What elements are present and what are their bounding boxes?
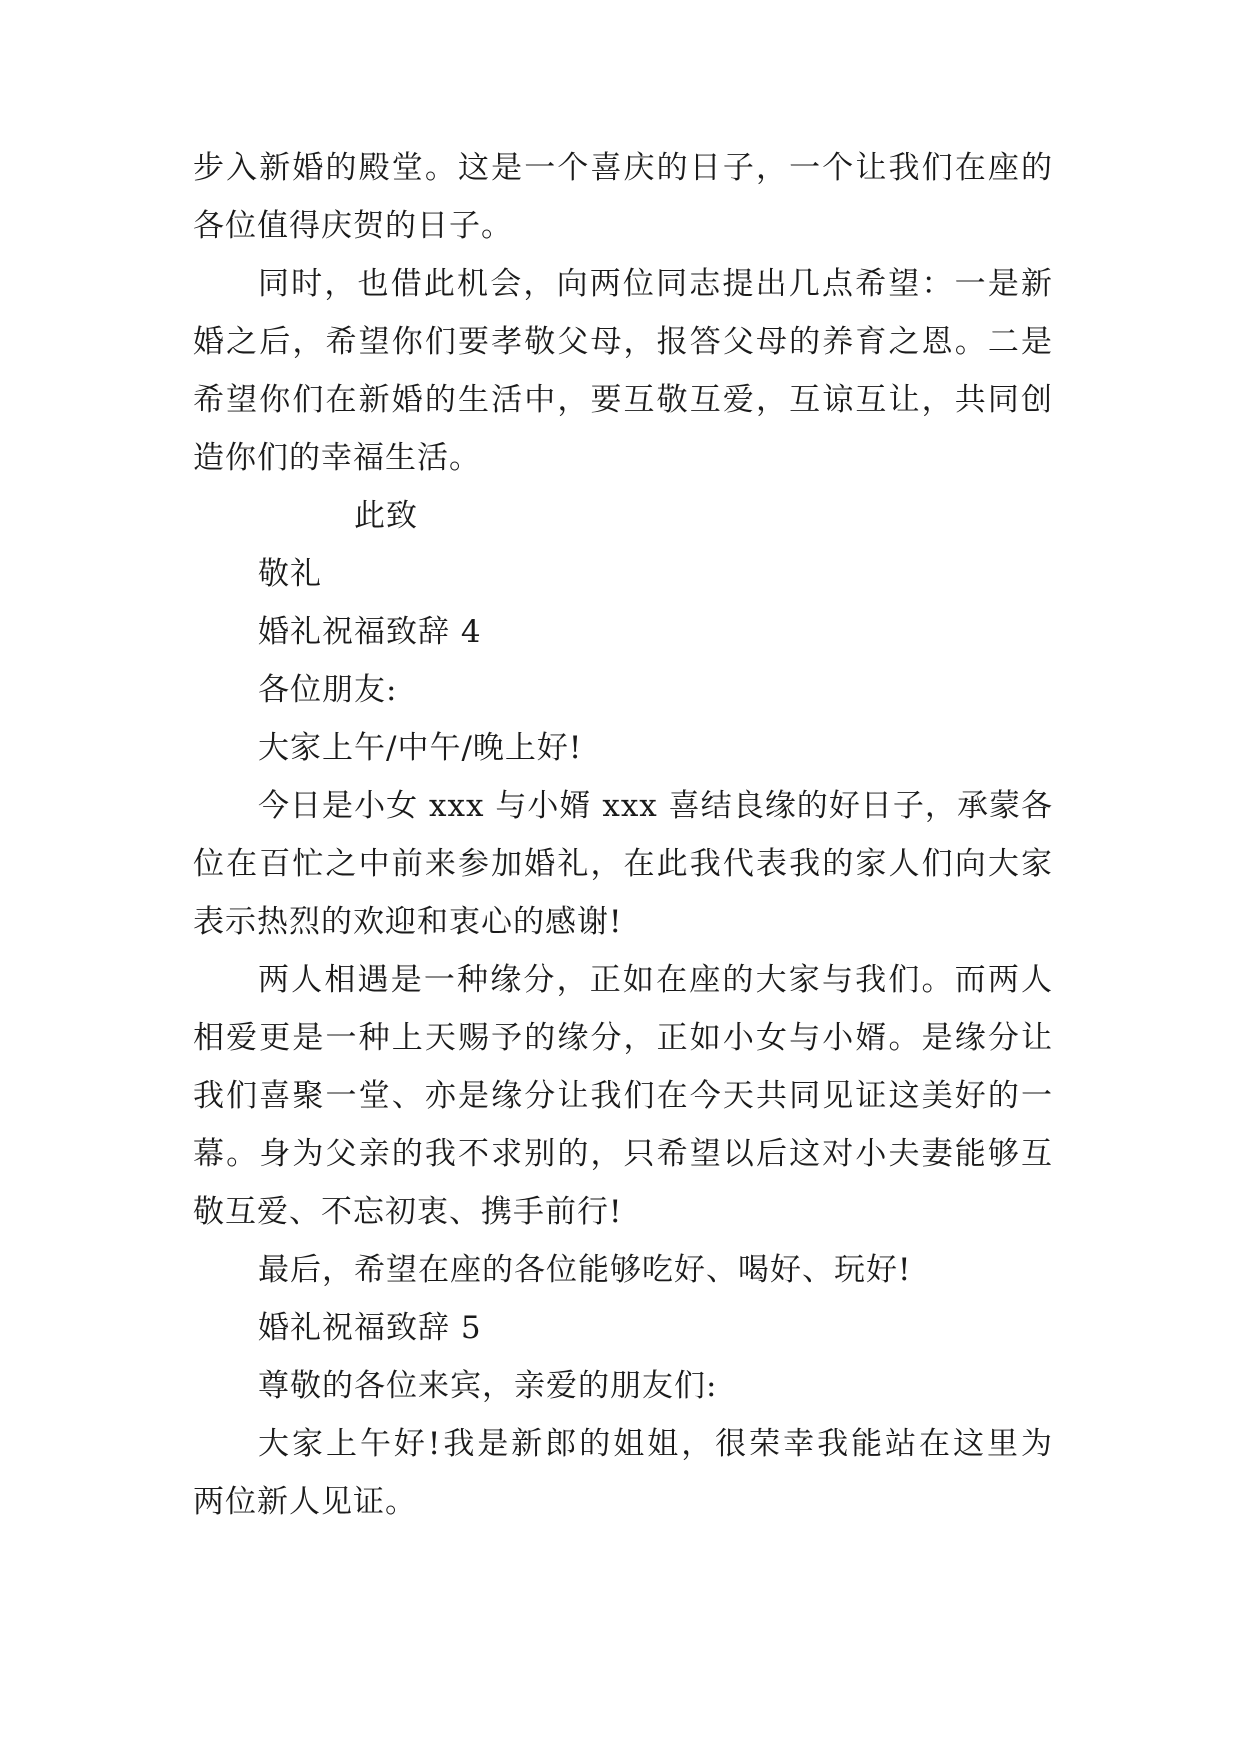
text-line: 各位值得庆贺的日子。: [193, 208, 513, 244]
text-line: 幕。身为父亲的我不求别的，只希望以后这对小夫妻能够互: [193, 1136, 1053, 1172]
text-line: 今日是小女 xxx 与小婿 xxx 喜结良缘的好日子，承蒙各: [258, 788, 1053, 824]
text-line: 同时，也借此机会，向两位同志提出几点希望：一是新: [258, 266, 1053, 302]
text-line: 两人相遇是一种缘分，正如在座的大家与我们。而两人: [258, 962, 1053, 998]
text-line: 造你们的幸福生活。: [193, 440, 481, 476]
closing-salutation: 此致: [354, 498, 418, 534]
text-line: 步入新婚的殿堂。这是一个喜庆的日子，一个让我们在座的: [193, 150, 1053, 186]
text-line: 表示热烈的欢迎和衷心的感谢!: [193, 904, 623, 940]
section-heading: 婚礼祝福致辞 4: [258, 614, 482, 650]
text-line: 大家上午好!我是新郎的姐姐，很荣幸我能站在这里为: [258, 1426, 1053, 1462]
text-line: 相爱更是一种上天赐予的缘分，正如小女与小婿。是缘分让: [193, 1020, 1053, 1056]
closing-regards: 敬礼: [258, 556, 322, 592]
text-line: 敬互爱、不忘初衷、携手前行!: [193, 1194, 623, 1230]
text-line: 希望你们在新婚的生活中，要互敬互爱，互谅互让，共同创: [193, 382, 1053, 418]
text-line: 两位新人见证。: [193, 1484, 417, 1520]
text-line: 位在百忙之中前来参加婚礼，在此我代表我的家人们向大家: [193, 846, 1053, 882]
text-line: 我们喜聚一堂、亦是缘分让我们在今天共同见证这美好的一: [193, 1078, 1053, 1114]
text-line: 各位朋友:: [258, 672, 398, 708]
text-line: 婚之后，希望你们要孝敬父母，报答父母的养育之恩。二是: [193, 324, 1053, 360]
section-heading: 婚礼祝福致辞 5: [258, 1310, 482, 1346]
text-line: 大家上午/中午/晚上好!: [258, 730, 583, 766]
text-line: 尊敬的各位来宾，亲爱的朋友们:: [258, 1368, 718, 1404]
text-line: 最后，希望在座的各位能够吃好、喝好、玩好!: [258, 1252, 912, 1288]
